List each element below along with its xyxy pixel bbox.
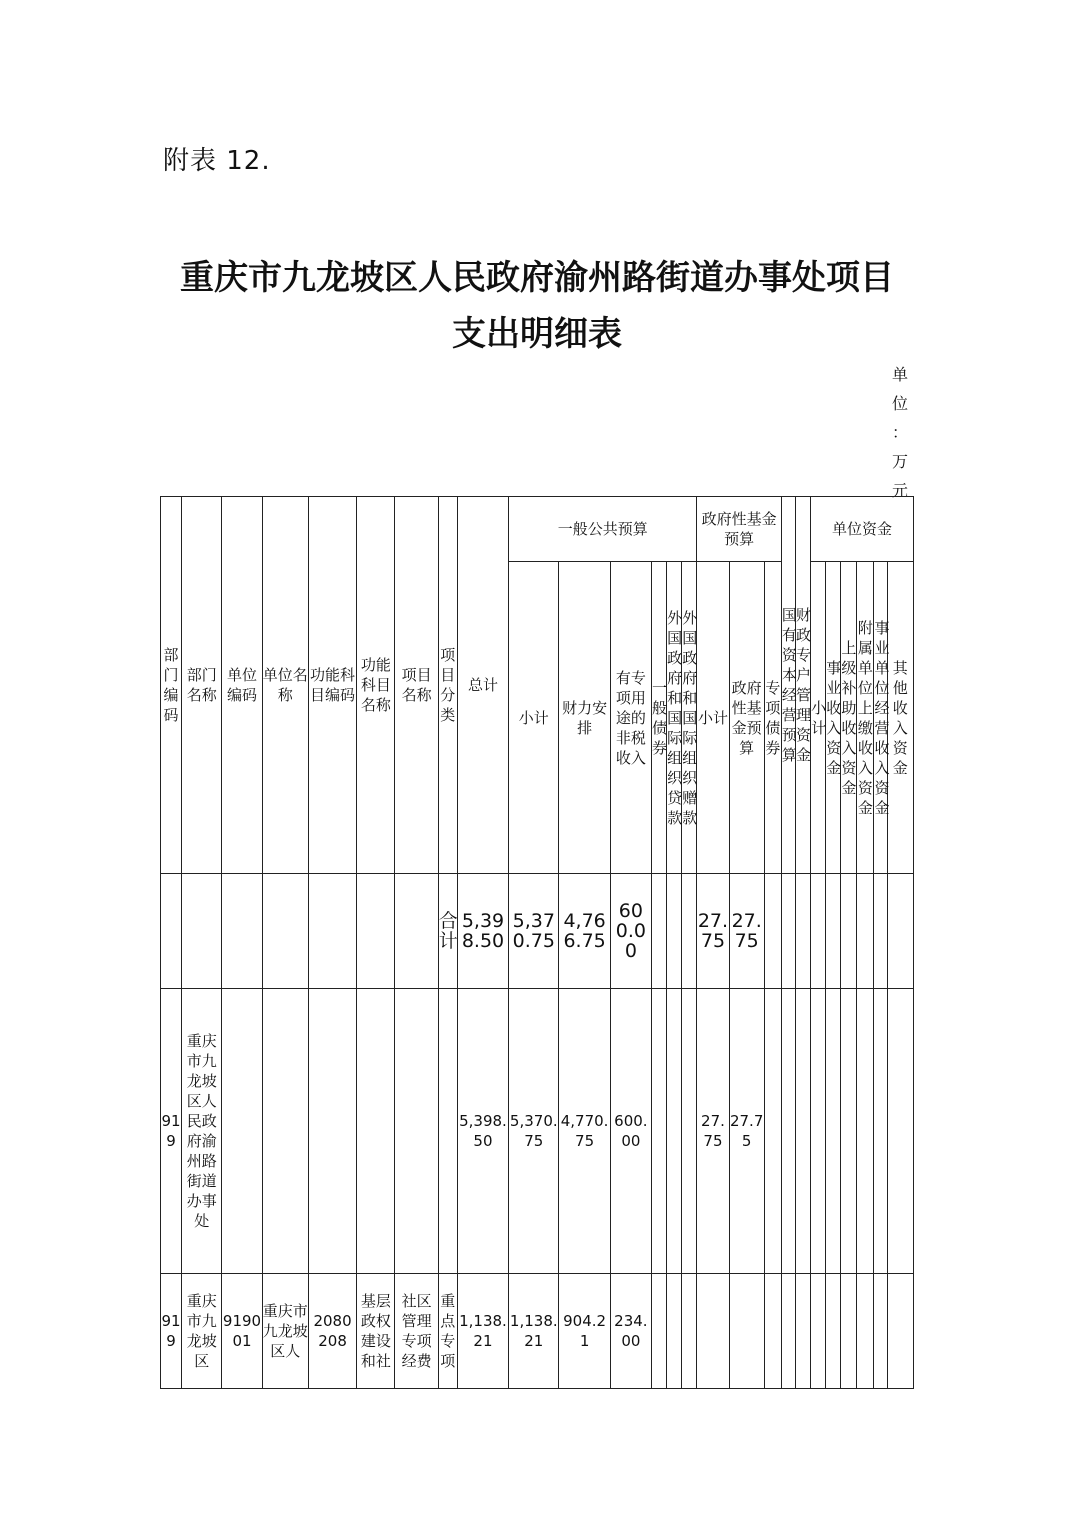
item-row-func-code: 2080208 <box>308 1274 356 1389</box>
header-gp-subtotal: 小计 <box>509 562 559 874</box>
project-expenditure-table <box>160 496 914 1389</box>
header-unit-code: 单位编码 <box>222 497 262 874</box>
table-cell <box>857 1274 874 1389</box>
header-func-code: 功能科目编码 <box>308 497 356 874</box>
table-cell <box>357 874 395 989</box>
total-row-gp-subtotal: 5,370.75 <box>509 874 559 989</box>
header-dept-code: 部门编码 <box>161 497 182 874</box>
table-cell <box>262 989 308 1274</box>
table-cell <box>308 989 356 1274</box>
item-row-dept-name: 重庆市九龙坡区 <box>182 1274 222 1389</box>
table-cell <box>652 874 667 989</box>
table-cell <box>796 874 811 989</box>
annex-label: 附表 12. <box>163 146 271 176</box>
header-gf-subtotal: 小计 <box>697 562 729 874</box>
total-row-total: 5,398.50 <box>457 874 508 989</box>
table-cell <box>841 874 857 989</box>
item-row-func-name: 基层政权建设和社 <box>357 1274 395 1389</box>
dept-row-dept-name: 重庆市九龙坡区人民政府渝州路街道办事处 <box>182 989 222 1274</box>
table-cell <box>682 874 697 989</box>
table-cell <box>887 874 913 989</box>
header-gf-special-bond: 专项债券 <box>764 562 781 874</box>
header-gov-fund-budget: 政府性基金预算 <box>697 497 782 562</box>
table-row-department <box>161 989 914 1274</box>
table-cell <box>697 1274 729 1389</box>
table-cell <box>438 989 457 1274</box>
table-cell <box>682 1274 697 1389</box>
total-row-gp-special-nontax: 600.00 <box>610 874 651 989</box>
item-row-project-name: 社区管理专项经费 <box>395 1274 438 1389</box>
header-uf-affiliated: 附属单位上缴收入资金 <box>857 562 874 874</box>
table-cell <box>857 874 874 989</box>
dept-row-gp-subtotal: 5,370.75 <box>509 989 559 1274</box>
dept-row-dept-code: 919 <box>161 989 182 1274</box>
item-row-unit-code: 919001 <box>222 1274 262 1389</box>
item-row-gp-fiscal: 904.21 <box>559 1274 610 1389</box>
item-row-gp-special-nontax: 234.00 <box>610 1274 651 1389</box>
dept-row-gp-fiscal: 4,770.75 <box>559 989 610 1274</box>
header-gp-special-nontax: 有专项用途的非税收入 <box>610 562 651 874</box>
table-cell <box>357 989 395 1274</box>
header-fiscal-special: 财政专户管理资金 <box>796 497 811 874</box>
table-cell <box>652 1274 667 1389</box>
header-project-class: 项目分类 <box>438 497 457 874</box>
header-general-budget: 一般公共预算 <box>509 497 697 562</box>
table-cell <box>262 874 308 989</box>
document-title-line1: 重庆市九龙坡区人民政府渝州路街道办事处项目 <box>180 258 894 298</box>
header-gp-fiscal: 财力安排 <box>559 562 610 874</box>
table-cell <box>874 989 887 1274</box>
table-cell <box>222 874 262 989</box>
total-row-gf-budget: 27.75 <box>729 874 764 989</box>
table-cell <box>652 989 667 1274</box>
header-total: 总计 <box>457 497 508 874</box>
header-uf-operating: 事业单位经营收入资金 <box>874 562 887 874</box>
table-cell <box>796 989 811 1274</box>
unit-note-char: ： <box>891 423 908 442</box>
header-uf-other: 其他收入资金 <box>887 562 913 874</box>
header-project-name: 项目名称 <box>395 497 438 874</box>
header-unit-name: 单位名称 <box>262 497 308 874</box>
document-title-line2: 支出明细表 <box>452 314 622 354</box>
table-cell <box>682 989 697 1274</box>
table-cell <box>826 989 841 1274</box>
unit-note-char: 万 <box>891 452 908 471</box>
item-row-gp-subtotal: 1,138.21 <box>509 1274 559 1389</box>
total-row-label: 合计 <box>438 874 457 989</box>
table-cell <box>781 1274 795 1389</box>
unit-note-char: 元 <box>891 481 908 500</box>
header-uf-subtotal: 小计 <box>811 562 826 874</box>
unit-note-char: 单 <box>891 365 908 384</box>
table-cell <box>395 874 438 989</box>
table-cell <box>841 989 857 1274</box>
table-cell <box>826 1274 841 1389</box>
table-cell <box>781 989 795 1274</box>
item-row-unit-name: 重庆市九龙坡区人 <box>262 1274 308 1389</box>
table-cell <box>811 1274 826 1389</box>
total-row-gp-fiscal: 4,766.75 <box>559 874 610 989</box>
table-cell <box>841 1274 857 1389</box>
table-cell <box>764 989 781 1274</box>
header-uf-business: 事业收入资金 <box>826 562 841 874</box>
table-cell <box>887 1274 913 1389</box>
table-cell <box>395 989 438 1274</box>
table-cell <box>781 874 795 989</box>
table-cell <box>826 874 841 989</box>
unit-note-char: 位 <box>891 394 908 413</box>
table-cell <box>764 1274 781 1389</box>
table-cell <box>667 874 682 989</box>
dept-row-gp-special-nontax: 600.00 <box>610 989 651 1274</box>
header-gp-general-bond: 一般债券 <box>652 562 667 874</box>
header-gf-budget: 政府性基金预算 <box>729 562 764 874</box>
header-dept-name: 部门名称 <box>182 497 222 874</box>
item-row-total: 1,138.21 <box>457 1274 508 1389</box>
header-uf-superior: 上级补助收入资金 <box>841 562 857 874</box>
header-gp-foreign-grant: 外国政府和国际组织赠款 <box>682 562 697 874</box>
item-row-dept-code: 919 <box>161 1274 182 1389</box>
dept-row-gf-budget: 27.75 <box>729 989 764 1274</box>
total-row-gf-subtotal: 27.75 <box>697 874 729 989</box>
table-cell <box>874 874 887 989</box>
header-gp-foreign-loan: 外国政府和国际组织贷款 <box>667 562 682 874</box>
table-cell <box>182 874 222 989</box>
table-cell <box>857 989 874 1274</box>
table-cell <box>874 1274 887 1389</box>
header-unit-funds: 单位资金 <box>811 497 914 562</box>
table-cell <box>161 874 182 989</box>
table-cell <box>222 989 262 1274</box>
table-row-project <box>161 1274 914 1389</box>
dept-row-gf-subtotal: 27.75 <box>697 989 729 1274</box>
table-row-total <box>161 874 914 989</box>
table-cell <box>667 1274 682 1389</box>
item-row-project-class: 重点专项 <box>438 1274 457 1389</box>
dept-row-total: 5,398.50 <box>457 989 508 1274</box>
table-cell <box>811 874 826 989</box>
header-func-name: 功能科目名称 <box>357 497 395 874</box>
header-soe-capital: 国有资本经营预算 <box>781 497 795 874</box>
table-cell <box>887 989 913 1274</box>
table-cell <box>308 874 356 989</box>
table-cell <box>764 874 781 989</box>
table-cell <box>667 989 682 1274</box>
table-cell <box>796 1274 811 1389</box>
table-cell <box>729 1274 764 1389</box>
unit-note <box>888 360 912 505</box>
table-cell <box>811 989 826 1274</box>
